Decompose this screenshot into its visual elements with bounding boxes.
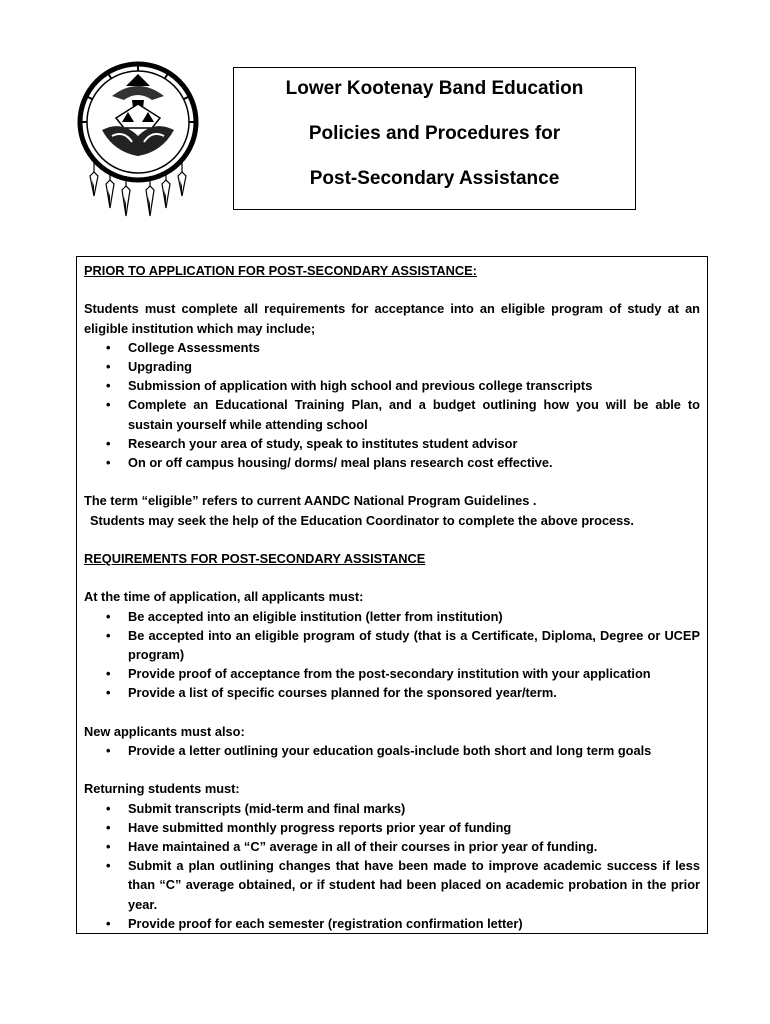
list-item: • Upgrading [128,357,700,376]
bullet-icon: • [106,608,111,624]
list-item: • On or off campus housing/ dorms/ meal plans research cost effective. [128,453,700,472]
bullet-icon: • [106,339,111,355]
title-box [233,67,636,210]
list-requirements [84,607,700,703]
section-intro-prior: Students must complete all requirements for acceptance into an eligible program of study at an eligible institution which may include; [84,301,700,336]
bullet-icon: • [106,397,111,413]
content-box [76,256,708,934]
bullet-icon: • [106,858,111,874]
list-item: • Submission of application with high school and previous college transcripts [128,376,700,395]
list-item: • Research your area of study, speak to institutes student advisor [128,434,700,453]
bullet-icon: • [106,666,111,682]
title-line-2: Policies and Procedures for [308,123,561,144]
section-heading-prior: PRIOR TO APPLICATION FOR POST-SECONDARY ASSISTANCE: [84,263,477,278]
bullet-icon: • [106,378,111,394]
title-line-3: Post-Secondary Assistance [309,168,560,189]
bullet-icon: • [106,743,111,758]
list-item: • Have maintained a “C” average in all of their courses in prior year of funding. [128,837,700,856]
list-item: • Provide a letter outlining your education goals-include both short and long term goals [128,741,700,760]
bullet-icon: • [106,819,111,835]
list-item: • Submit transcripts (mid-term and final marks) [128,799,700,818]
eligible-note: The term “eligible” refers to current AANDC National Program Guidelines . [84,493,537,509]
section-intro-new-applicants: New applicants must also: [84,723,245,739]
bullet-icon: • [106,800,111,816]
bullet-icon: • [106,435,111,451]
list-new-applicants [84,741,700,760]
bullet-icon: • [106,359,111,374]
list-item: • Have submitted monthly progress reports prior year of funding [128,818,700,837]
list-item: • Complete an Educational Training Plan, and a budget outlining how you will be able to sustain yourself while attending school [106,397,700,432]
band-logo [72,56,204,228]
coordinator-note: Students may seek the help of the Education Coordinator to complete the above process. [90,512,634,528]
bullet-icon: • [106,685,111,701]
bullet-icon: • [106,839,111,854]
list-item: • Provide proof for each semester (registration confirmation letter) [128,914,700,933]
list-item: • Provide a list of specific courses planned for the sponsored year/term. [128,683,700,702]
section-heading-requirements: REQUIREMENTS FOR POST-SECONDARY ASSISTANCE [84,551,426,566]
section-intro-requirements: At the time of application, all applicants must: [84,589,364,605]
list-item: • Be accepted into an eligible program of study (that is a Certificate, Diploma, Degree or UCEP program) [106,627,700,662]
list-item: • Be accepted into an eligible institution (letter from institution) [128,607,700,626]
bullet-icon: • [106,915,111,931]
list-item: • College Assessments [128,338,700,357]
title-line-1: Lower Kootenay Band Education [285,78,584,99]
list-returning [84,799,700,933]
list-prior [84,338,700,472]
bullet-icon: • [106,455,111,471]
dreamcatcher-emblem-icon [72,56,204,228]
section-intro-returning: Returning students must: [84,781,240,797]
bullet-icon: • [106,627,111,643]
list-item: • Submit a plan outlining changes that have been made to improve academic success if less than “C” average obtained, or if student had been placed on academic probation in the prior year. [106,858,700,912]
list-item: • Provide proof of acceptance from the post-secondary institution with your application [128,664,700,683]
